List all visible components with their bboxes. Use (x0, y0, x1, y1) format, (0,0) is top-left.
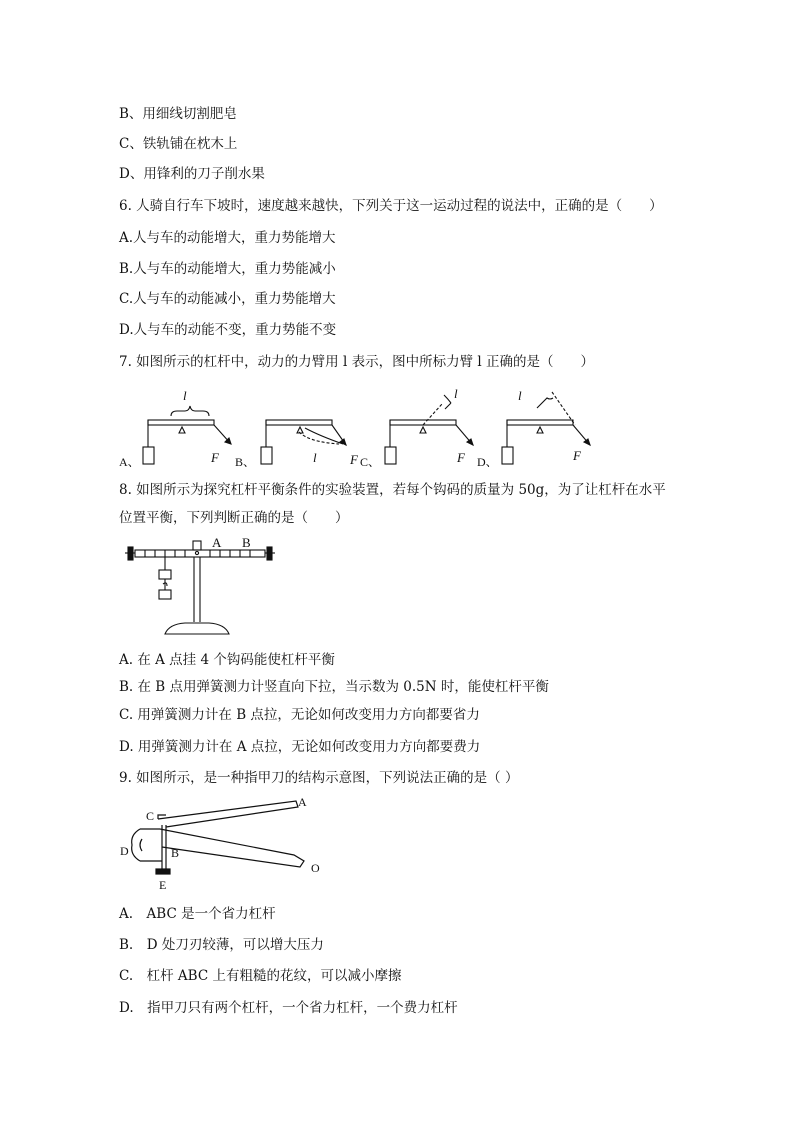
q7-c-force-label: F (457, 450, 465, 465)
q9-label-c: C (146, 809, 155, 823)
q6-option-d: D.人与车的动能不变，重力势能不变 (119, 322, 337, 338)
q9-label-e: E (159, 878, 167, 892)
q7-b-arm-label: l (313, 450, 317, 465)
q9-nail-clipper-figure (118, 795, 328, 895)
q5-option-c: C、铁轨铺在枕木上 (119, 136, 238, 152)
q7-lever-figure (115, 380, 615, 470)
q7-a-force-label: F (211, 450, 219, 465)
q5-option-b: B、用细线切割肥皂 (119, 106, 237, 122)
q7-d-arm-label: l (518, 388, 522, 403)
q7-b-force-label: F (350, 452, 358, 467)
q8-stem-line1: 8. 如图所示为探究杠杆平衡条件的实验装置，若每个钩码的质量为 50g，为了让杠杆在水平 (119, 482, 666, 498)
q9-option-b: B. D 处刀刃较薄，可以增大压力 (119, 937, 324, 953)
q8-point-a: A (212, 535, 222, 550)
q9-stem: 9. 如图所示，是一种指甲刀的结构示意图，下列说法正确的是（ ） (119, 770, 519, 786)
q7-figure-b (261, 420, 346, 464)
q9-label-d: D (120, 844, 129, 858)
q6-option-b: B.人与车的动能增大，重力势能减小 (119, 261, 336, 277)
q9-option-a: A. ABC 是一个省力杠杆 (119, 906, 276, 922)
q7-stem: 7. 如图所示的杠杆中，动力的力臂用 l 表示，图中所标力臂 l 正确的是（ ） (119, 354, 594, 370)
q6-option-a: A.人与车的动能增大，重力势能增大 (119, 230, 336, 246)
q9-option-c: C. 杠杆 ABC 上有粗糙的花纹，可以减小摩擦 (119, 968, 402, 984)
q7-d-force-label: F (573, 448, 581, 463)
q7-a-arm-label: l (183, 388, 187, 403)
q7-label-a: A、 (119, 455, 140, 469)
q9-label-b: B (171, 846, 180, 860)
q8-option-a: A. 在 A 点挂 4 个钩码能使杠杆平衡 (119, 652, 335, 668)
q8-stem-line2: 位置平衡，下列判断正确的是（ ） (119, 510, 349, 526)
q6-stem: 6. 人骑自行车下坡时，速度越来越快，下列关于这一运动过程的说法中，正确的是（ ） (119, 198, 663, 214)
q9-label-o: O (311, 861, 320, 875)
q9-option-d: D. 指甲刀只有两个杠杆，一个省力杠杆，一个费力杠杆 (119, 1000, 458, 1016)
q8-option-c: C. 用弹簧测力计在 B 点拉，无论如何改变用力方向都要省力 (119, 707, 480, 723)
q8-apparatus-figure (123, 530, 283, 640)
q8-option-d: D. 用弹簧测力计在 A 点拉，无论如何改变用力方向都要费力 (119, 739, 481, 755)
q7-label-b: B、 (235, 455, 256, 469)
q5-option-d: D、用锋利的刀子削水果 (119, 166, 265, 182)
q8-point-b: B (242, 535, 251, 550)
q9-label-a: A (298, 795, 307, 809)
q8-option-b: B. 在 B 点用弹簧测力计竖直向下拉，当示数为 0.5N 时，能使杠杆平衡 (119, 679, 549, 695)
q6-option-c: C.人与车的动能减小，重力势能增大 (119, 291, 336, 307)
q7-label-d: D、 (477, 455, 498, 469)
q7-label-c: C、 (360, 455, 381, 469)
q7-c-arm-label: l (454, 386, 458, 401)
